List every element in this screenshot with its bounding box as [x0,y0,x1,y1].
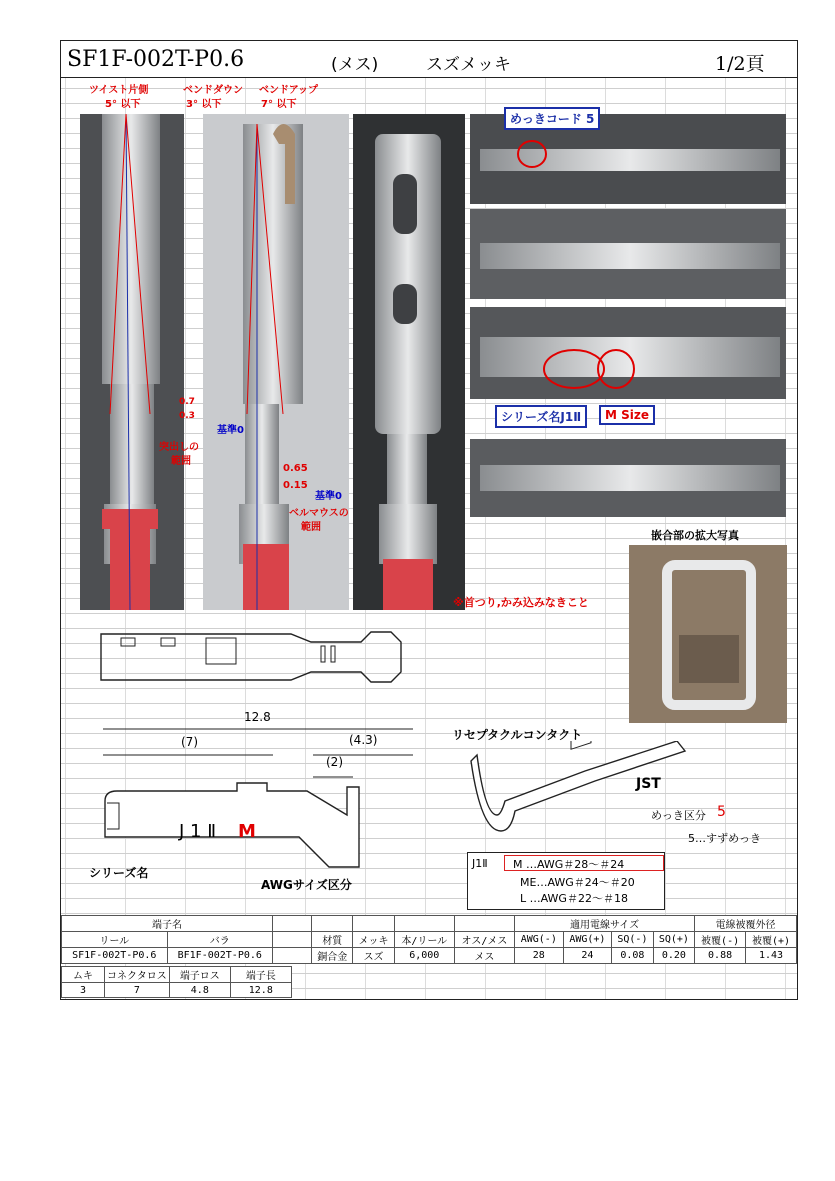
len-conn-loss: 7 [105,983,170,998]
document-sheet [60,40,798,1000]
spec-ins-min: 0.88 [695,948,746,964]
plating-label: スズメッキ [426,55,511,75]
reference-zero-2: 基準0 [315,491,342,502]
spec-h-insul: 電線被覆外径 [695,916,797,932]
page-number: 1/2頁 [715,53,765,75]
dim-2: (2) [326,755,343,769]
receptacle-contact-isometric [461,741,701,851]
len-h-term-loss: 端子ロス [169,967,230,983]
terminal-photo-flat [470,439,786,517]
reference-zero-1: 基準0 [217,425,244,436]
dim-0-65: 0.65 [283,463,308,474]
terminal-outline-drawing [91,624,431,684]
spec-h-ins-min: 被覆(-) [695,932,746,948]
awg-row-l: L …AWG＃22～＃18 [520,892,628,905]
terminal-photo-bend [203,114,349,610]
dim-4-3: (4.3) [349,733,378,747]
len-term-loss: 4.8 [169,983,230,998]
plating-division-value: 5 [717,804,726,820]
callout-series-name: シリーズ名 [89,866,149,880]
bendup-label: ベンドアップ [259,85,318,96]
bellmouth-range-label-2: 範囲 [301,522,321,533]
awg-row-me: ME…AWG＃24～＃20 [520,876,635,889]
awg-series-label: J1Ⅱ [472,857,488,870]
marking-size: M [238,821,256,842]
spec-ins-max: 1.43 [746,948,797,964]
spec-h-bulk: バラ [167,932,273,948]
isometric-jst-mark: JST [636,776,661,792]
length-table [61,966,292,998]
gender-label: (メス) [331,55,379,75]
spec-qty: 6,000 [394,948,454,964]
plating-code-label: めっきコード 5 [504,107,600,130]
protrusion-range-label: 突出しの [159,442,199,453]
protrusion-range-label-2: 範囲 [171,456,191,467]
spec-plating: スズ [353,948,394,964]
spec-h-reel: リール [62,932,168,948]
spec-h-material: 材質 [312,932,353,948]
len-term-len: 12.8 [230,983,291,998]
bendup-limit: 7° 以下 [261,99,297,110]
spec-h-terminal: 端子名 [62,916,273,932]
dim-total-length: 12.8 [244,710,271,724]
spec-table [61,915,797,964]
bellmouth-range-label: ベルマウスの [289,508,349,519]
series-name-label: シリーズ名J1Ⅱ [495,405,587,428]
dim-7: (7) [181,735,198,749]
spec-reel: SF1F-002T-P0.6 [62,948,168,964]
dim-0-7: 0.7 [179,397,195,407]
title-row [61,41,797,78]
m-size-label: M Size [599,405,655,425]
spec-material: 銅合金 [312,948,353,964]
spec-h-plating: メッキ [353,932,394,948]
spec-bulk: BF1F-002T-P0.6 [167,948,273,964]
awg-size-table [467,852,665,910]
inspection-note: ※首つり,かみ込みなきこと [453,596,589,609]
spec-awg-min: 28 [514,948,563,964]
isometric-title: リセプタクルコンタクト [452,728,583,742]
callout-awg-size: AWGサイズ区分 [261,878,352,892]
spec-h-sq-max: SQ(+) [653,932,694,948]
terminal-photo-bottom [470,209,786,299]
mating-part-closeup-photo [629,545,787,723]
spec-sq-min: 0.08 [612,948,653,964]
fit-photo-title: 嵌合部の拡大写真 [651,529,739,542]
marking-series: J 1 Ⅱ [179,821,217,842]
dim-0-15: 0.15 [283,480,308,491]
spec-h-awg-max: AWG(+) [563,932,612,948]
part-number-title: SF1F-002T-P0.6 [67,47,245,72]
spec-h-wire: 適用電線サイズ [514,916,694,932]
len-strip: 3 [62,983,105,998]
awg-row-m: M …AWG＃28～＃24 [504,855,664,871]
spec-h-ins-max: 被覆(+) [746,932,797,948]
twist-limit: 5° 以下 [105,99,141,110]
len-h-term-len: 端子長 [230,967,291,983]
plating-legend: 5…すずめっき [688,832,761,845]
len-h-strip: ムキ [62,967,105,983]
len-h-conn-loss: コネクタロス [105,967,170,983]
benddown-limit: 3° 以下 [186,99,222,110]
spec-h-gender: オス/メス [454,932,514,948]
spec-h-qty: 本/リール [394,932,454,948]
terminal-photo-series-marking [470,307,786,399]
terminal-photo-twist [80,114,184,610]
spec-h-awg-min: AWG(-) [514,932,563,948]
spec-gender: メス [454,948,514,964]
terminal-photo-top [353,114,465,610]
spec-sq-max: 0.20 [653,948,694,964]
terminal-side-drawing [101,721,421,871]
spec-h-sq-min: SQ(-) [612,932,653,948]
benddown-label: ベンドダウン [183,85,243,96]
spec-awg-max: 24 [563,948,612,964]
twist-label: ツイスト片側 [89,85,149,96]
dim-0-3: 0.3 [179,411,195,421]
plating-division-label: めっき区分 [651,809,706,822]
